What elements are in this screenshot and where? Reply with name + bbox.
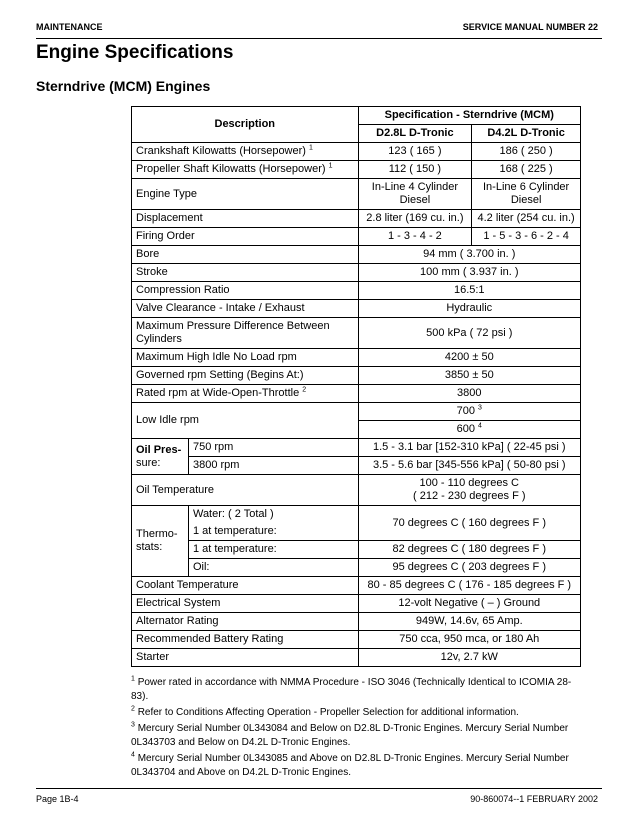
table-row	[132, 475, 581, 506]
table-row	[132, 318, 581, 349]
cell-value: Hydraulic	[358, 300, 580, 318]
cell-value: 16.5:1	[358, 282, 580, 300]
table-row	[132, 264, 581, 282]
table-header-row	[132, 107, 581, 125]
table-row	[132, 246, 581, 264]
cell-value: 500 kPa ( 72 psi )	[358, 318, 580, 349]
cell-value: 949W, 14.6v, 65 Amp.	[358, 613, 580, 631]
footnote: $^3$ Mercury Serial Number 0L343084 and Below on D2.8L D-Tronic Engines. Mercury Serial Number 0L343703 and Below on D4.2L D-Tronic Engines.	[131, 721, 569, 748]
row-sublabel: 750 rpm	[188, 439, 358, 457]
row-label: Recommended Battery Rating	[132, 631, 359, 649]
cell-value: 3850 ± 50	[358, 367, 580, 385]
footnote: $^4$ Mercury Serial Number 0L343085 and Above on D2.8L D-Tronic Engines. Mercury Serial Number 0L343704 and Above on D4.2L D-Tronic Engines.	[131, 751, 569, 778]
page-number: Page 1B-4	[36, 794, 79, 804]
section-subtitle: Sterndrive (MCM) Engines	[36, 78, 211, 94]
row-label: Oil Pres- sure:	[132, 439, 189, 475]
row-sublabel: Water: ( 2 Total )	[188, 506, 358, 524]
cell-value: In-Line 4 Cylinder Diesel	[358, 179, 472, 210]
table-row	[132, 613, 581, 631]
footnotes	[131, 676, 586, 782]
cell-value: 2.8 liter (169 cu. in.)	[358, 210, 472, 228]
row-label: Bore	[132, 246, 359, 264]
row-sublabel: 1 at temperature:	[188, 523, 358, 541]
description-header: Description	[132, 107, 359, 143]
cell-value: 100 - 110 degrees C ( 212 - 230 degrees F )	[358, 475, 580, 506]
row-label: Alternator Rating	[132, 613, 359, 631]
row-sublabel: 1 at temperature:	[188, 541, 358, 559]
cell-value: 94 mm ( 3.700 in. )	[358, 246, 580, 264]
document-number: 90-860074--1 FEBRUARY 2002	[470, 794, 598, 804]
footnote: $^2$ Refer to Conditions Affecting Operation - Propeller Selection for additional information.	[131, 705, 519, 718]
table-row	[132, 179, 581, 210]
cell-value: 3.5 - 5.6 bar [345-556 kPa] ( 50-80 psi )	[358, 457, 580, 475]
row-sublabel: 3800 rpm	[188, 457, 358, 475]
row-label: Compression Ratio	[132, 282, 359, 300]
row-label: Low Idle rpm	[132, 403, 359, 439]
cell-value: 1.5 - 3.1 bar [152-310 kPa] ( 22-45 psi )	[358, 439, 580, 457]
footnote: $^1$ Power rated in accordance with NMMA Procedure - ISO 3046 (Technically Identical to ICOMIA 28-83).	[131, 675, 572, 702]
table-row	[132, 228, 581, 246]
cell-value: 70 degrees C ( 160 degrees F )	[358, 506, 580, 541]
cell-value: 4200 ± 50	[358, 349, 580, 367]
table-row	[132, 457, 581, 475]
cell-value: 750 cca, 950 mca, or 180 Ah	[358, 631, 580, 649]
row-label: Crankshaft Kilowatts (Horsepower) $^1$	[132, 143, 359, 161]
cell-value: 100 mm ( 3.937 in. )	[358, 264, 580, 282]
table-row	[132, 595, 581, 613]
row-label: Governed rpm Setting (Begins At:)	[132, 367, 359, 385]
row-label: Electrical System	[132, 595, 359, 613]
table-row	[132, 631, 581, 649]
cell-value: 95 degrees C ( 203 degrees F )	[358, 559, 580, 577]
table-row	[132, 403, 581, 421]
header-section: MAINTENANCE	[36, 22, 103, 32]
col-d42-header: D4.2L D-Tronic	[472, 125, 581, 143]
row-label: Firing Order	[132, 228, 359, 246]
cell-value: 80 - 85 degrees C ( 176 - 185 degrees F )	[358, 577, 580, 595]
page-title: Engine Specifications	[36, 42, 234, 63]
table-row	[132, 577, 581, 595]
cell-value: 1 - 5 - 3 - 6 - 2 - 4	[472, 228, 581, 246]
page-header	[36, 20, 602, 39]
cell-value: 186 ( 250 )	[472, 143, 581, 161]
cell-value: 12v, 2.7 kW	[358, 649, 580, 667]
cell-value: 82 degrees C ( 180 degrees F )	[358, 541, 580, 559]
header-manual-number: SERVICE MANUAL NUMBER 22	[462, 22, 598, 32]
row-label: Engine Type	[132, 179, 359, 210]
row-label: Thermo- stats:	[132, 506, 189, 577]
spec-header: Specification - Sterndrive (MCM)	[358, 107, 580, 125]
cell-value: 123 ( 165 )	[358, 143, 472, 161]
cell-value: 12-volt Negative ( – ) Ground	[358, 595, 580, 613]
cell-value: 700 $^3$	[358, 403, 580, 421]
cell-value: 168 ( 225 )	[472, 161, 581, 179]
spec-table	[131, 106, 581, 667]
cell-value: In-Line 6 Cylinder Diesel	[472, 179, 581, 210]
table-row	[132, 506, 581, 524]
page-footer	[36, 788, 602, 809]
row-label: Displacement	[132, 210, 359, 228]
table-row	[132, 161, 581, 179]
table-row	[132, 367, 581, 385]
row-label: Propeller Shaft Kilowatts (Horsepower) $^1$	[132, 161, 359, 179]
table-row	[132, 541, 581, 559]
row-label: Starter	[132, 649, 359, 667]
cell-value: 112 ( 150 )	[358, 161, 472, 179]
table-row	[132, 349, 581, 367]
row-label: Coolant Temperature	[132, 577, 359, 595]
cell-value: 600 $^4$	[358, 421, 580, 439]
table-row	[132, 649, 581, 667]
table-row	[132, 210, 581, 228]
table-row	[132, 559, 581, 577]
table-row	[132, 143, 581, 161]
row-label: Valve Clearance - Intake / Exhaust	[132, 300, 359, 318]
row-label: Maximum Pressure Difference Between Cylinders	[132, 318, 359, 349]
table-row	[132, 439, 581, 457]
row-label: Stroke	[132, 264, 359, 282]
col-d28-header: D2.8L D-Tronic	[358, 125, 472, 143]
cell-value: 1 - 3 - 4 - 2	[358, 228, 472, 246]
row-label: Rated rpm at Wide-Open-Throttle $^2$	[132, 385, 359, 403]
cell-value: 3800	[358, 385, 580, 403]
table-row	[132, 385, 581, 403]
row-label: Maximum High Idle No Load rpm	[132, 349, 359, 367]
table-row	[132, 282, 581, 300]
table-row	[132, 300, 581, 318]
row-sublabel: Oil:	[188, 559, 358, 577]
cell-value: 4.2 liter (254 cu. in.)	[472, 210, 581, 228]
row-label: Oil Temperature	[132, 475, 359, 506]
